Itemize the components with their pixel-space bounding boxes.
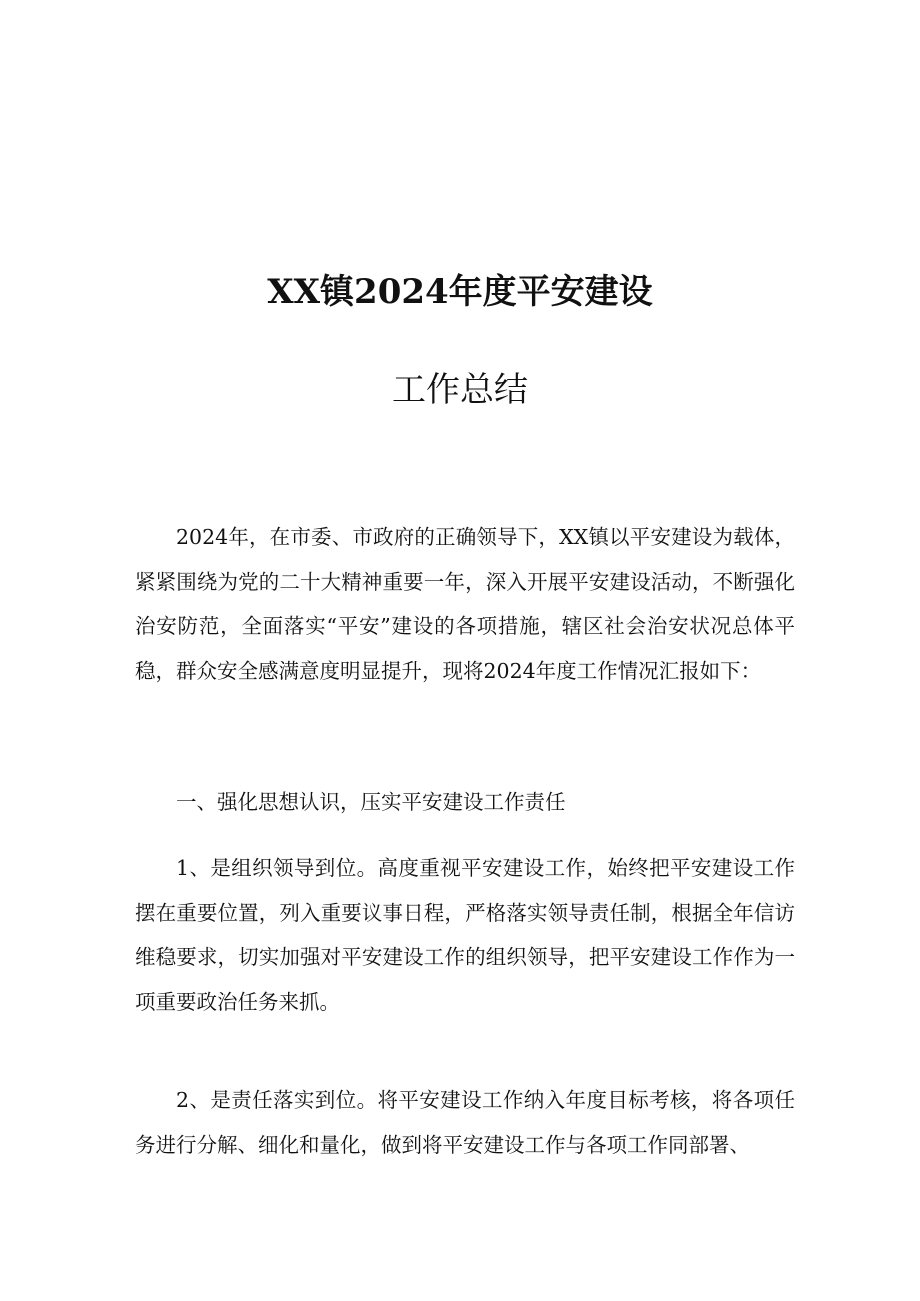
section-heading-1: 一、强化思想认识，压实平安建设工作责任	[176, 790, 566, 814]
intro-paragraph-block	[135, 515, 795, 693]
intro-paragraph: 2024年，在市委、市政府的正确领导下，XX镇以平安建设为载体，紧紧围绕为党的二十大精神重要一年，深入开展平安建设活动，不断强化治安防范，全面落实“平安”建设的各项措施，辖区社会治安状况总体平稳，群众安全感满意度明显提升，现将2024年度工作情况汇报如下：	[135, 525, 795, 683]
item-1-paragraph: 1、是组织领导到位。高度重视平安建设工作，始终把平安建设工作摆在重要位置，列入重要议事日程，严格落实领导责任制，根据全年信访维稳要求，切实加强对平安建设工作的组织领导，把平安建设工作作为一项重要政治任务来抓。	[135, 856, 795, 1014]
item-2-paragraph: 2、是责任落实到位。将平安建设工作纳入年度目标考核，将各项任务进行分解、细化和量化，做到将平安建设工作与各项工作同部署、	[135, 1088, 795, 1157]
item-1-block	[135, 846, 795, 1024]
document-title-line2: 工作总结	[392, 370, 528, 410]
section-heading-block	[135, 780, 795, 825]
document-title-line1: XX镇2024年度平安建设	[267, 272, 653, 312]
item-2-block	[135, 1078, 795, 1167]
